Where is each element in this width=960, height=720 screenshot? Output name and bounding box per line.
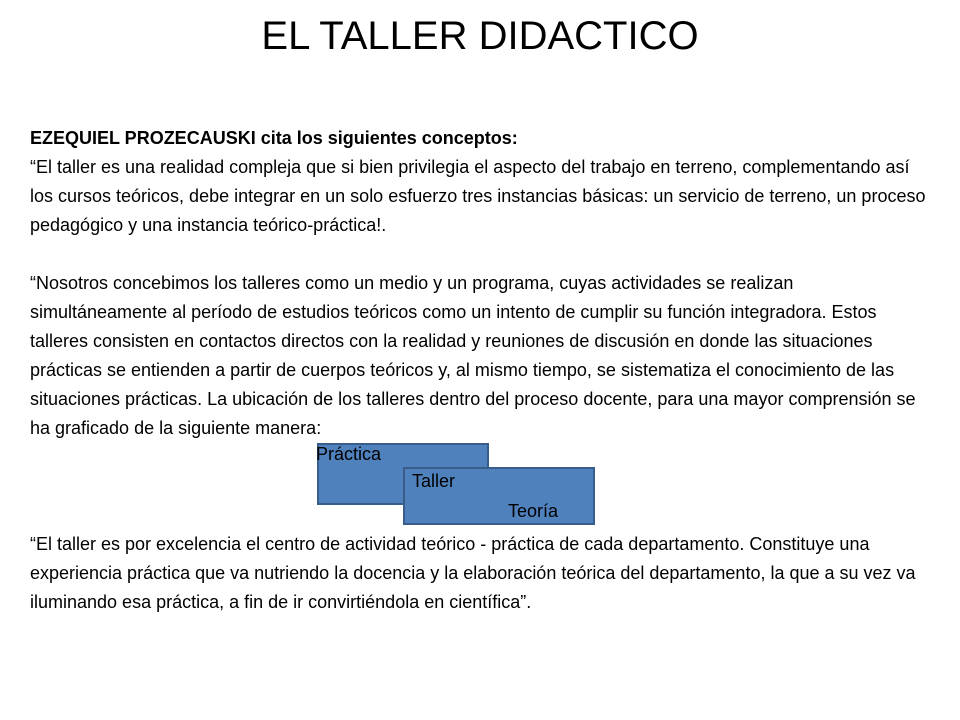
paragraph-spacer [30, 240, 930, 269]
citation-heading: EZEQUIEL PROZECAUSKI cita los siguientes conceptos: [30, 128, 518, 148]
slide-title: EL TALLER DIDACTICO [261, 14, 699, 58]
taller-diagram [30, 443, 930, 530]
quote-paragraph-3: “El taller es por excelencia el centro de actividad teórico - práctica de cada departamento. Constituye una experiencia práctica que va nutriendo la docencia y la elaboración teórica del departamento, la que a su vez va iluminando esa práctica, a fin de ir convirtiéndola en científica”. [30, 534, 916, 612]
slide-body [30, 124, 930, 617]
practica-label: Práctica [316, 444, 382, 464]
quote-paragraph-1: “El taller es una realidad compleja que si bien privilegia el aspecto del trabajo en terreno, complementando así los cursos teóricos, debe integrar en un solo esfuerzo tres instancias básicas: un servicio de terreno, un proceso pedagógico y una instancia teórico-práctica!. [30, 157, 926, 235]
taller-label: Taller [412, 471, 456, 491]
quote-paragraph-2: “Nosotros concebimos los talleres como un medio y un programa, cuyas actividades se realizan simultáneamente al período de estudios teóricos como un intento de cumplir su función integradora. Estos talleres consisten en contactos directos con la realidad y reuniones de discusión en donde las situaciones prácticas se entienden a partir de cuerpos teóricos y, al mismo tiempo, se sistematiza el conocimiento de las situaciones prácticas. La ubicación de los talleres dentro del proceso docente, para una mayor comprensión se ha graficado de la siguiente manera: [30, 273, 916, 438]
teoria-label: Teoría [508, 501, 559, 521]
